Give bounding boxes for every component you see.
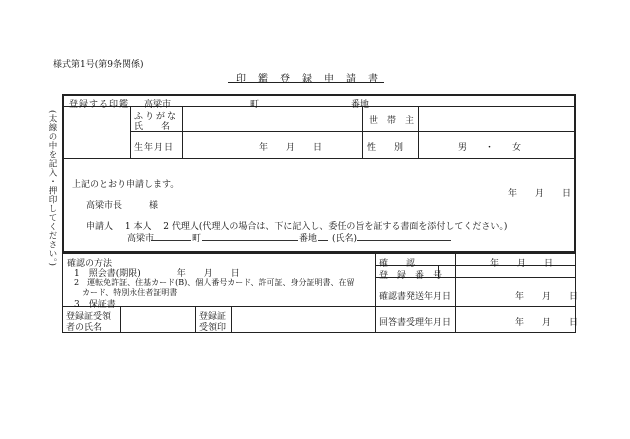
- receipt-seal-label-2: 受領印: [199, 323, 227, 333]
- city-label: 高梁市: [144, 100, 172, 110]
- form-number: 様式第1号(第9条関係): [53, 60, 144, 70]
- reg-number-label: 登 録 番 号: [379, 271, 443, 281]
- birthdate-label: 生年月日: [134, 143, 175, 153]
- confirmation-item-2a: 2 運転免許証、住基カード(B)、個人番号カード、許可証、身分証明書、在留: [74, 278, 355, 287]
- householder-label: 世 帯 主: [369, 116, 415, 126]
- application-statement: 上記のとおり申請します。: [72, 180, 180, 190]
- confirmation-item-3: 3 保証書: [74, 300, 116, 310]
- proxy-banchi-label: 番地: [299, 234, 318, 244]
- page-title: 印 鑑 登 録 申 請 書: [236, 74, 379, 85]
- name-label: 氏 名: [134, 122, 171, 132]
- confirmation-heading: 確認の方法: [67, 259, 113, 269]
- sex-value: 男 ・ 女: [458, 143, 522, 153]
- confirmation-item-2b: カード、特別永住者証明書: [82, 288, 178, 297]
- proxy-town-line[interactable]: [202, 240, 298, 241]
- proxy-banchi-line[interactable]: [318, 240, 328, 241]
- applicant-options: 申請人 1 本人 2 代理人(代理人の場合は、下に記入し、委任の旨を証する書面を添付してください。): [86, 222, 508, 232]
- confirm-label: 確 認: [379, 259, 416, 269]
- side-note: (太線の中を記入・押印してください。): [47, 110, 57, 267]
- furigana-label: ふりがな: [134, 112, 179, 122]
- sent-date-label: 確認書発送年月日: [379, 292, 452, 302]
- confirmation-item-1: 1 照会書(期限) 年 月 日: [74, 269, 240, 279]
- received-date-label: 回答書受理年月日: [379, 318, 452, 328]
- seal-label: 登録する印鑑: [69, 100, 130, 110]
- proxy-city-label: 高梁市: [127, 234, 155, 244]
- banchi-label: 番地: [351, 100, 370, 110]
- proxy-town-label: 町: [192, 234, 202, 244]
- received-date: 年 月 日: [515, 318, 579, 328]
- proxy-city-line[interactable]: [151, 240, 191, 241]
- title-underline: [228, 82, 384, 83]
- receiver-label-1: 登録証受領: [66, 312, 112, 322]
- sex-label: 性 別: [367, 143, 404, 153]
- receipt-seal-label-1: 登録証: [199, 312, 227, 322]
- proxy-name-line[interactable]: [357, 240, 451, 241]
- town-label: 町: [250, 100, 260, 110]
- birthdate-value: 年 月 日: [259, 143, 323, 153]
- application-date: 年 月 日: [508, 189, 572, 199]
- proxy-name-label: (氏名): [332, 234, 358, 244]
- confirm-date: 年 月 日: [490, 259, 554, 269]
- sent-date: 年 月 日: [515, 292, 579, 302]
- addressee: 高梁市長 様: [86, 201, 159, 211]
- receiver-label-2: 者の氏名: [66, 323, 103, 333]
